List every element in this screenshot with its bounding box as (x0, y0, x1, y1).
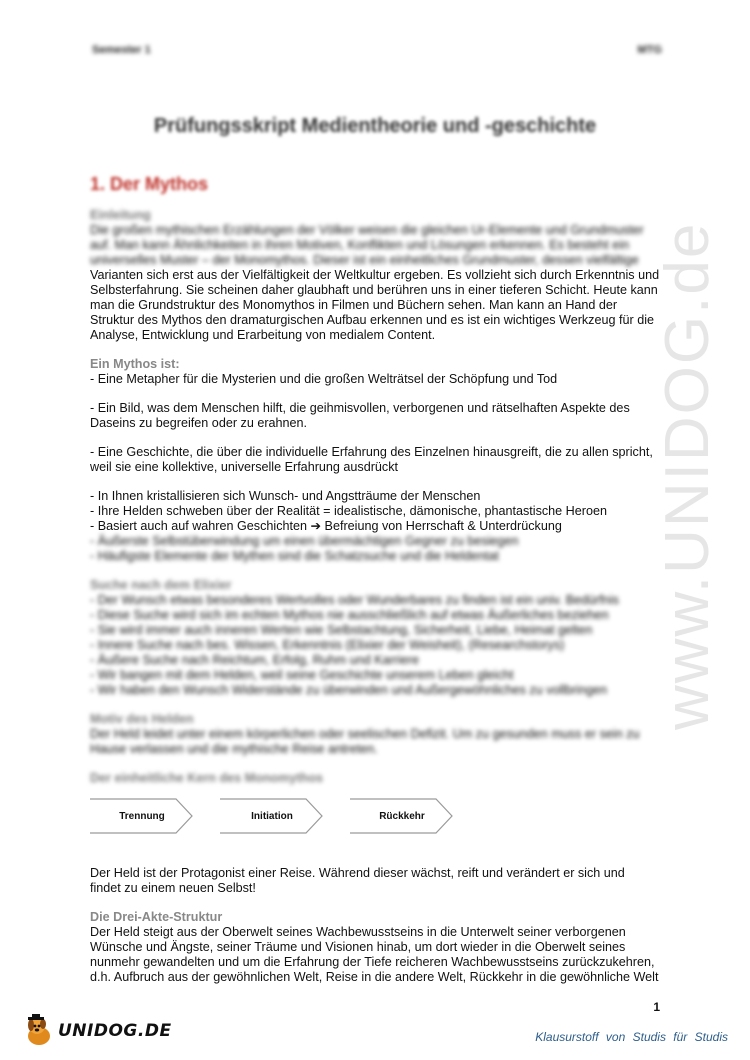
dog-icon (22, 1014, 56, 1048)
intro-label: Einleitung (90, 208, 151, 222)
intro-section (90, 208, 672, 343)
text-line: auf. Man kann Ähnlichkeiten in ihren Motiven, Konflikten und Lösungen erkennen. Es besteht ein (90, 238, 630, 252)
flow-step-initiation (220, 798, 324, 834)
flow-label: Der einheitliche Kern des Monomythos (90, 771, 324, 785)
flow-step-rueckkehr (350, 798, 454, 834)
list-item: - Eine Metapher für die Mysterien und die großen Welträtsel der Schöpfung und Tod (90, 372, 558, 386)
list-item: - Diese Suche wird sich im echten Mythos nie ausschließlich auf etwas Äußerliches beziehen (90, 608, 609, 622)
intro-blurred-text (90, 223, 672, 268)
text-line: d.h. Aufbruch aus der gewöhnlichen Welt, Reise in die andere Welt, Rückkehr in die gewöhnliche Welt (90, 970, 659, 984)
text-line: Struktur des Mythos den dramaturgischen Aufbau erkennen und es ist ein wichtiges Werkzeug für die (90, 313, 654, 327)
list-item: - Äußere Suche nach Reichtum, Erfolg, Ruhm und Karriere (90, 653, 419, 667)
list-item: - Der Wunsch etwas besonderes Wertvolles oder Wunderbares zu finden ist ein univ. Bedürfnis (90, 593, 619, 607)
list-item: - Sie wird immer auch inneren Werten wie Selbstachtung, Sicherheit, Liebe, Heimat gelten (90, 623, 593, 637)
mythos-section (90, 357, 672, 564)
document-body (90, 208, 672, 985)
protagonist-section (90, 866, 672, 896)
text-line: weil sie eine kollektive, universelle Erfahrung ausdrückt (90, 460, 398, 474)
unidog-logo[interactable] (22, 1014, 172, 1048)
text-line: Der Held steigt aus der Oberwelt seines Wachbewusstseins in die Unterwelt seiner verborgenen (90, 925, 626, 939)
list-item: - Eine Geschichte, die über die individuelle Erfahrung des Einzelnen hinausgreift, die zu allen spricht, (90, 445, 653, 459)
dreiakte-label: Die Drei-Akte-Struktur (90, 910, 223, 924)
list-item: - In Ihnen kristallisieren sich Wunsch- und Angstträume der Menschen (90, 489, 481, 503)
footer-tagline: Klausurstoff von Studis für Studis (535, 1030, 728, 1044)
mythos-blurred-bullets (90, 534, 672, 564)
list-item: - Basiert auch auf wahren Geschichten ➔ Befreiung von Herrschaft & Unterdrückung (90, 519, 562, 533)
flow-step-label: Rückkehr (379, 811, 425, 822)
text-line: universelles Muster – der Monomythos. Dieser ist ein einheitliches Grundmuster, dessen vielfältige (90, 253, 639, 267)
text-line: Der Held leidet unter einem körperlichen oder seelischen Defizit. Um zu gesunden muss er sein zu (90, 727, 640, 741)
motiv-section (90, 712, 672, 757)
list-item: - Ein Bild, was dem Menschen hilft, die geihmisvollen, verborgenen und rätselhaften Aspekte des (90, 401, 630, 415)
text-line: findet zu einem neuen Selbst! (90, 881, 256, 895)
watermark: www.UNIDOG.de (653, 221, 722, 730)
flow-step-label: Trennung (119, 811, 165, 822)
monomythos-flow-diagram (90, 798, 672, 856)
text-line: nunmehr gewandelten und um die Erfahrung der Tiefe reicheren Wachbewusstseins zurückzukehren, (90, 955, 655, 969)
mythos-label: Ein Mythos ist: (90, 357, 180, 371)
flow-step-trennung (90, 798, 194, 834)
dreiakte-section (90, 910, 672, 985)
elixier-label: Suche nach dem Elixier (90, 578, 232, 592)
list-item: - Ihre Helden schweben über der Realität = idealistische, dämonische, phantastische Heroen (90, 504, 607, 518)
motiv-label: Motiv des Helden (90, 712, 194, 726)
list-item: - Wir haben den Wunsch Widerstände zu überwinden und Außergewöhnliches zu vollbringen (90, 683, 608, 697)
list-item: - Innere Suche nach bes. Wissen, Erkenntnis (Elixier der Weisheit), (Researchstorys) (90, 638, 565, 652)
list-item: - Häufigste Elemente der Mythen sind die Schatzsuche und die Heldentat (90, 549, 499, 563)
logo-text: UNIDOG.DE (58, 1021, 172, 1041)
text-line: Analyse, Entwicklung und Erarbeitung von medialem Content. (90, 328, 436, 342)
flow-step-label: Initiation (251, 811, 293, 822)
page-number: 1 (653, 1000, 660, 1014)
list-item: - Wir bangen mit dem Helden, weil seine Geschichte unserem Leben gleicht (90, 668, 514, 682)
text-line: Hause verlassen und die mythische Reise antreten. (90, 742, 378, 756)
text-line: Der Held ist der Protagonist einer Reise. Während dieser wächst, reift und verändert er sich und (90, 866, 625, 880)
document-title: Prüfungsskript Medientheorie und -geschichte (153, 115, 597, 137)
text-line: Selbsterfahrung. Sie scheinen daher glaubhaft und berühren uns in einer tieferen Schicht. Heute kann (90, 283, 658, 297)
text-line: Die großen mythischen Erzählungen der Völker weisen die gleichen Ur-Elemente und Grundmuster (90, 223, 644, 237)
text-line: Wünsche und Ängste, seiner Träume und Visionen hinab, um dort wieder in die Oberwelt seines (90, 940, 626, 954)
elixier-section (90, 578, 672, 698)
header-course-code: MTG (637, 44, 662, 56)
section-heading: 1. Der Mythos (90, 174, 209, 194)
text-line: man die Grundstruktur des Monomythos in Filmen und Büchern sehen. Man kann an Hand der (90, 298, 618, 312)
list-item: - Äußerste Selbstüberwindung um einen übermächtigen Gegner zu besiegen (90, 534, 519, 548)
text-line: Varianten sich erst aus der Vielfältigkeit der Weltkultur ergeben. Es vollzieht sich durch Erkenntnis und (90, 268, 660, 282)
text-line: Daseins zu begreifen oder zu erahnen. (90, 416, 308, 430)
header-semester: Semester 1 (92, 44, 151, 56)
